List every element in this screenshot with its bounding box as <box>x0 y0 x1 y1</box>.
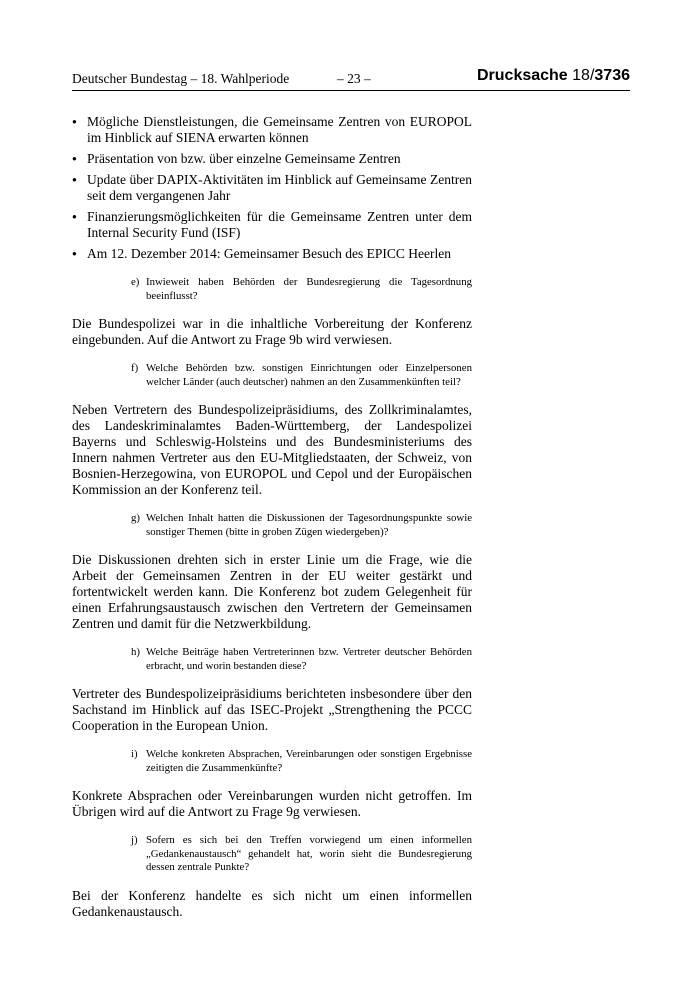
question-i <box>131 748 472 775</box>
question-text: Welche Beiträge haben Vertreterinnen bzw. Vertreter deutscher Behörden erbracht, und worin bestanden diese? <box>146 646 472 672</box>
question-label: h) <box>131 646 140 658</box>
header-doc-label: Drucksache <box>476 67 568 84</box>
question-e <box>131 276 472 303</box>
question-label: g) <box>131 512 140 524</box>
question-f <box>131 362 472 389</box>
question-h <box>131 646 472 673</box>
question-text: Sofern es sich bei den Treffen vorwiegend um einen informellen „Gedankenaustausch“ gehandelt hat, worin sieht die Bundesregierung dessen zentrale Punkte? <box>146 834 472 873</box>
answer-g: Die Diskussionen drehten sich in erster Linie um die Frage, wie die Arbeit der Gemeinsamen Zentren in der EU weiter gestärkt und fortentwickelt werden kann. Die Konferenz bot zudem Gelegenheit für einen Erfahrungsaustausch zwischen den Vertretern der Gemeinsamen Zentren und damit für die Netzwerkbildung. <box>72 552 472 631</box>
page-header <box>72 67 630 89</box>
header-drucksache <box>477 67 630 85</box>
agenda-list <box>72 114 472 262</box>
header-rule <box>72 90 630 91</box>
list-item: ● Am 12. Dezember 2014: Gemeinsamer Besuch des EPICC Heerlen <box>72 246 472 262</box>
question-j <box>131 834 472 875</box>
question-label: e) <box>131 276 140 288</box>
question-label: f) <box>131 362 139 374</box>
question-g <box>131 512 472 539</box>
list-item: ● Mögliche Dienstleistungen, die Gemeinsame Zentren von EUROPOL im Hinblick auf SIENA erwarten können <box>72 114 472 146</box>
answer-h: Vertreter des Bundespolizeipräsidiums berichteten insbesondere über den Sachstand im Hinblick auf das ISEC-Projekt „Strengthening the PCCC Cooperation in the European Union. <box>72 686 472 733</box>
list-item: ● Update über DAPIX-Aktivitäten im Hinblick auf Gemeinsame Zentren seit dem vergangenen Jahr <box>72 172 472 204</box>
header-doc-prefix: 18/ <box>572 67 595 84</box>
answer-e: Die Bundespolizei war in die inhaltliche Vorbereitung der Konferenz eingebunden. Auf die Antwort zu Frage 9b wird verwiesen. <box>72 316 472 347</box>
question-label: i) <box>131 748 138 760</box>
header-page-number: – 23 – <box>337 71 371 86</box>
answer-j: Bei der Konferenz handelte es sich nicht um einen informellen Gedankenaustausch. <box>72 887 472 919</box>
list-item: ● Präsentation von bzw. über einzelne Gemeinsame Zentren <box>72 151 472 167</box>
main-content <box>72 114 472 920</box>
question-text: Welche Behörden bzw. sonstigen Einrichtungen oder Einzelpersonen welcher Länder (auch deutscher) nahmen an den Zusammenkünften teil? <box>146 362 472 388</box>
answer-f: Neben Vertretern des Bundespolizeipräsidiums, des Zollkriminalamtes, des Landeskriminalamtes Baden-Württemberg, der Landespolizei Bayerns und Schleswig-Holsteins und des Bundesministeriums des Innern nahmen Vertreter aus den EU-Mitgliedstaaten, der Schweiz, von Bosnien-Herzegowina, von EUROPOL und Cepol und der Europäischen Kommission an der Konferenz teil. <box>72 402 472 497</box>
list-item: ● Finanzierungsmöglichkeiten für die Gemeinsame Zentren unter dem Internal Security Fund (ISF) <box>72 209 472 241</box>
header-parliament: Deutscher Bundestag – 18. Wahlperiode <box>72 71 290 86</box>
question-text: Inwieweit haben Behörden der Bundesregierung die Tagesordnung beeinflusst? <box>146 276 472 302</box>
question-text: Welche konkreten Absprachen, Vereinbarungen oder sonstigen Ergebnisse zeitigten die Zusammenkünfte? <box>146 748 472 774</box>
question-text: Welchen Inhalt hatten die Diskussionen der Tagesordnungspunkte sowie sonstiger Themen (bitte in groben Zügen wiedergeben)? <box>146 512 472 538</box>
answer-i: Konkrete Absprachen oder Vereinbarungen wurden nicht getroffen. Im Übrigen wird auf die Antwort zu Frage 9g verwiesen. <box>72 788 472 819</box>
header-doc-number: 3736 <box>594 67 630 84</box>
question-label: j) <box>131 834 138 846</box>
